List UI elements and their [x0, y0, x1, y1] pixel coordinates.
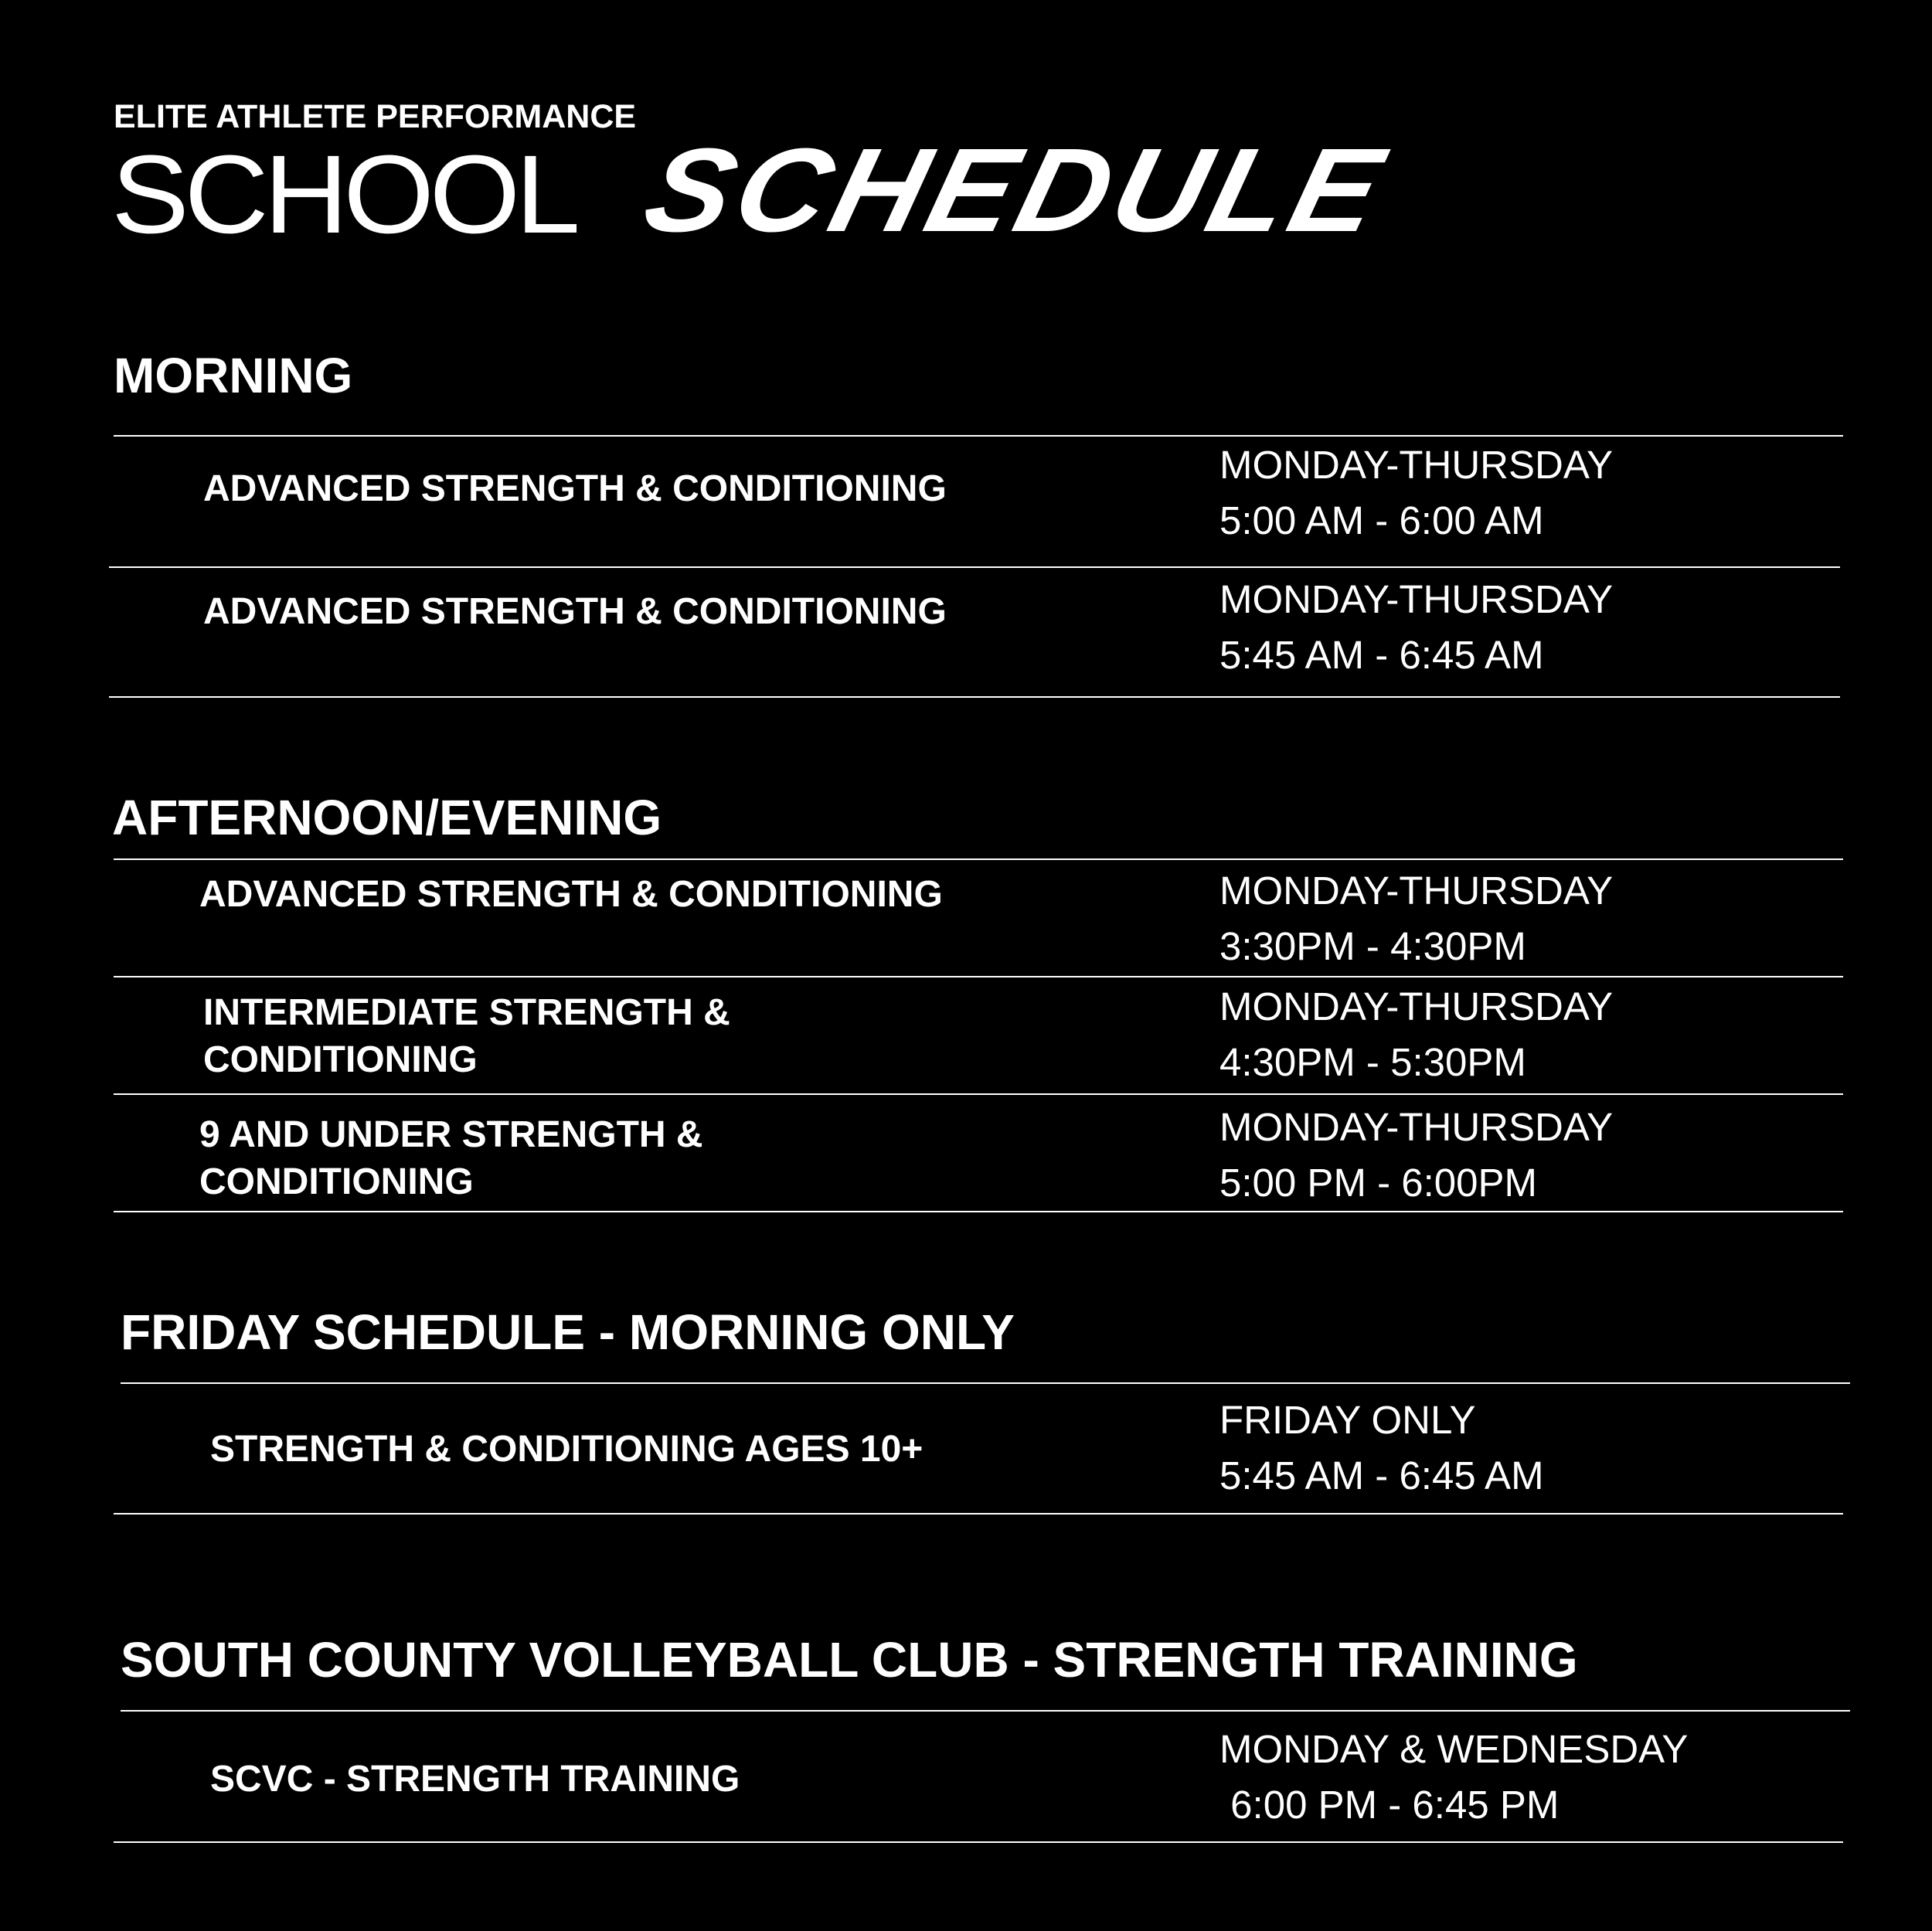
class-time: 5:00 AM - 6:00 AM: [1219, 498, 1544, 542]
class-schedule: [1219, 572, 1613, 683]
class-days: MONDAY-THURSDAY: [1219, 869, 1614, 913]
section-title-scvc: SOUTH COUNTY VOLLEYBALL CLUB - STRENGTH TRAINING: [121, 1632, 1578, 1688]
class-time: 5:45 AM - 6:45 AM: [1219, 633, 1544, 677]
divider: [114, 1211, 1843, 1212]
section-title-friday: FRIDAY SCHEDULE - MORNING ONLY: [121, 1304, 1015, 1360]
class-time: 5:00 PM - 6:00PM: [1219, 1161, 1538, 1205]
class-days: MONDAY-THURSDAY: [1219, 984, 1614, 1028]
class-name: 9 AND UNDER STRENGTH & CONDITIONING: [199, 1114, 703, 1202]
divider: [114, 1841, 1843, 1843]
divider: [109, 566, 1840, 568]
class-days: MONDAY-THURSDAY: [1219, 577, 1614, 621]
class-name: INTERMEDIATE STRENGTH & CONDITIONING: [203, 992, 730, 1080]
class-time: 4:30PM - 5:30PM: [1219, 1040, 1526, 1084]
class-schedule: [1219, 1100, 1613, 1211]
class-schedule: [1219, 1392, 1544, 1504]
brand-title-school: SCHOOL: [111, 132, 576, 257]
class-name: STRENGTH & CONDITIONING AGES 10+: [210, 1429, 923, 1470]
divider: [114, 976, 1843, 977]
divider: [114, 435, 1843, 437]
class-name: ADVANCED STRENGTH & CONDITIONING: [203, 468, 947, 509]
section-title-morning: MORNING: [114, 348, 353, 403]
class-name: ADVANCED STRENGTH & CONDITIONING: [199, 874, 943, 915]
class-schedule: [1219, 1722, 1688, 1833]
class-name: SCVC - STRENGTH TRAINING: [210, 1759, 740, 1800]
divider: [114, 1093, 1843, 1095]
class-time: 6:00 PM - 6:45 PM: [1219, 1783, 1560, 1827]
class-days: MONDAY-THURSDAY: [1219, 443, 1614, 487]
class-time: 5:45 AM - 6:45 AM: [1219, 1453, 1544, 1498]
divider: [121, 1710, 1850, 1712]
brand-title-schedule: SCHEDULE: [632, 124, 1400, 257]
divider: [121, 1382, 1850, 1384]
class-schedule: [1219, 437, 1613, 549]
divider: [109, 696, 1840, 698]
divider: [114, 858, 1843, 860]
section-title-afternoon-evening: AFTERNOON/EVENING: [112, 790, 662, 845]
divider: [114, 1513, 1843, 1515]
class-days: MONDAY & WEDNESDAY: [1219, 1727, 1689, 1771]
class-days: FRIDAY ONLY: [1219, 1398, 1476, 1442]
class-days: MONDAY-THURSDAY: [1219, 1105, 1614, 1149]
class-name: ADVANCED STRENGTH & CONDITIONING: [203, 591, 947, 632]
class-time: 3:30PM - 4:30PM: [1219, 924, 1526, 968]
class-schedule: [1219, 863, 1613, 974]
brand-subtitle: ELITE ATHLETE PERFORMANCE: [114, 98, 637, 135]
class-schedule: [1219, 979, 1613, 1090]
